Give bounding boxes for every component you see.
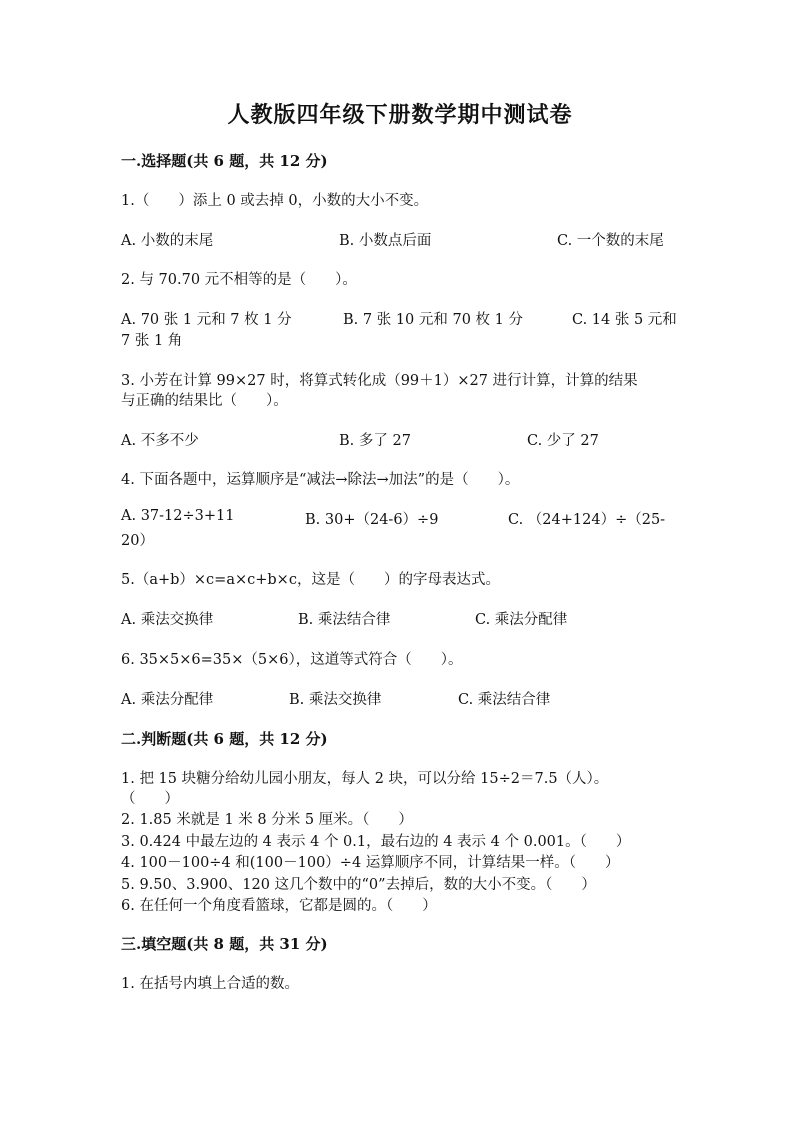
- question-4-option-c-continued: 20）: [121, 533, 154, 549]
- question-1-option-a: A. 小数的末尾: [121, 233, 214, 249]
- section-heading-true-false: 二.判断题(共 6 题，共 12 分): [121, 730, 328, 748]
- question-2-option-a: A. 70 张 1 元和 7 枚 1 分: [121, 312, 292, 328]
- tf-item-5: 5. 9.50、3.900、120 这几个数中的“0”去掉后，数的大小不变。（ ）: [121, 877, 596, 893]
- question-6-stem: 6. 35×5×6=35×（5×6），这道等式符合（ ）。: [121, 652, 463, 668]
- tf-item-2: 2. 1.85 米就是 1 米 8 分米 5 厘米。（ ）: [121, 812, 413, 828]
- tf-item-1: 1. 把 15 块糖分给幼儿园小朋友，每人 2 块，可以分给 15÷2＝7.5（人）。: [121, 771, 609, 787]
- question-4-option-c: C. （24+124）÷（25-: [508, 512, 666, 528]
- question-5-option-a: A. 乘法交换律: [121, 612, 214, 628]
- fill-in-question-1: 1. 在括号内填上合适的数。: [121, 976, 299, 992]
- question-1-option-c: C. 一个数的末尾: [557, 233, 664, 249]
- question-3-option-b: B. 多了 27: [339, 433, 411, 449]
- tf-item-3: 3. 0.424 中最左边的 4 表示 4 个 0.1，最右边的 4 表示 4 个 0.001。（ ）: [121, 834, 631, 850]
- question-2-option-c: C. 14 张 5 元和: [572, 312, 677, 328]
- tf-item-6: 6. 在任何一个角度看篮球，它都是圆的。（ ）: [121, 898, 437, 914]
- question-4-option-b: B. 30+（24-6）÷9: [305, 512, 439, 528]
- question-2-option-c-continued: 7 张 1 角: [121, 333, 183, 349]
- question-3-stem-line2: 与正确的结果比（ ）。: [121, 393, 288, 409]
- tf-item-4: 4. 100－100÷4 和(100－100）÷4 运算顺序不同，计算结果一样。（ ）: [121, 855, 620, 871]
- question-5-option-c: C. 乘法分配律: [475, 612, 568, 628]
- question-3-option-c: C. 少了 27: [527, 433, 599, 449]
- question-5-option-b: B. 乘法结合律: [298, 612, 391, 628]
- question-2-option-b: B. 7 张 10 元和 70 枚 1 分: [343, 312, 523, 328]
- question-5-stem: 5.（a+b）×c=a×c+b×c，这是（ ）的字母表达式。: [121, 572, 500, 588]
- question-1-option-b: B. 小数点后面: [339, 233, 432, 249]
- question-6-option-c: C. 乘法结合律: [458, 692, 551, 708]
- question-4-stem: 4. 下面各题中，运算顺序是“减法→除法→加法”的是（ ）。: [121, 472, 520, 488]
- question-6-option-a: A. 乘法分配律: [121, 692, 214, 708]
- question-1-stem: 1.（ ）添上 0 或去掉 0，小数的大小不变。: [121, 193, 429, 209]
- question-2-stem: 2. 与 70.70 元不相等的是（ ）。: [121, 272, 357, 288]
- section-heading-choice: 一.选择题(共 6 题，共 12 分): [121, 152, 328, 170]
- section-heading-fill-in: 三.填空题(共 8 题，共 31 分): [121, 935, 328, 953]
- question-6-option-b: B. 乘法交换律: [289, 692, 382, 708]
- page-title: 人教版四年级下册数学期中测试卷: [227, 102, 573, 128]
- question-3-option-a: A. 不多不少: [121, 433, 199, 449]
- question-4-option-a: A. 37-12÷3+11: [121, 508, 235, 524]
- tf-item-1-blank: （ ）: [121, 791, 179, 807]
- question-3-stem-line1: 3. 小芳在计算 99×27 时，将算式转化成（99＋1）×27 进行计算，计算的结果: [121, 373, 638, 389]
